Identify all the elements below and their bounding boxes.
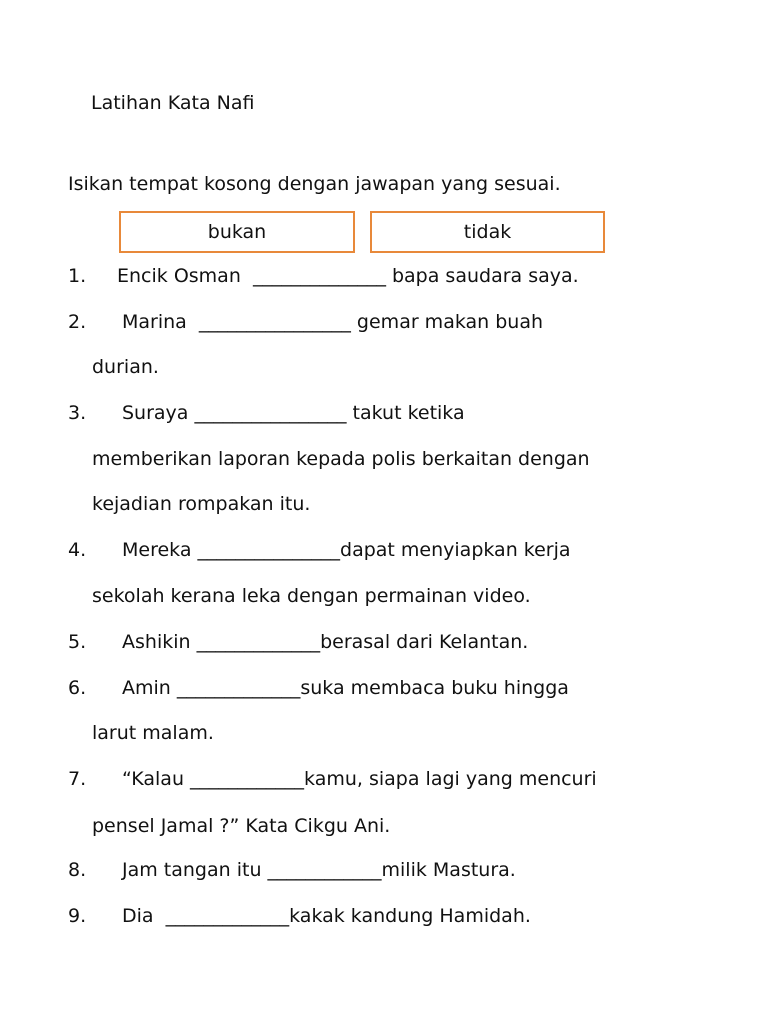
question-text: Amin _____________suka membaca buku hingga xyxy=(122,677,569,699)
question-text: Mereka _______________dapat menyiapkan kerja xyxy=(122,539,571,561)
question-text-continued: sekolah kerana leka dengan permainan video. xyxy=(92,585,531,607)
question-text: Ashikin _____________berasal dari Kelantan. xyxy=(122,631,529,653)
question-text: Dia _____________kakak kandung Hamidah. xyxy=(122,905,531,927)
question-number: 1. xyxy=(68,265,87,287)
question-text: “Kalau ____________kamu, siapa lagi yang mencuri xyxy=(122,768,597,790)
question-number: 3. xyxy=(68,402,87,424)
question-number: 5. xyxy=(68,631,87,653)
question-text: Jam tangan itu ____________milik Mastura. xyxy=(122,859,516,881)
question-number: 8. xyxy=(68,859,87,881)
question-text: Suraya ________________ takut ketika xyxy=(122,402,465,424)
question-text: Marina ________________ gemar makan buah xyxy=(122,311,544,333)
question-text-continued: kejadian rompakan itu. xyxy=(92,493,311,515)
question-text-continued: pensel Jamal ?” Kata Cikgu Ani. xyxy=(92,815,391,837)
question-text: Encik Osman ______________ bapa saudara saya. xyxy=(117,265,579,287)
word-bank-word: bukan xyxy=(207,221,267,243)
question-number: 7. xyxy=(68,768,87,790)
question-number: 4. xyxy=(68,539,87,561)
question-text-continued: durian. xyxy=(92,356,159,378)
page-title: Latihan Kata Nafi xyxy=(91,92,255,114)
question-number: 2. xyxy=(68,311,87,333)
question-number: 9. xyxy=(68,905,87,927)
question-text-continued: memberikan laporan kepada polis berkaitan dengan xyxy=(92,448,590,470)
word-bank-box-1 xyxy=(119,211,355,253)
instruction-text: Isikan tempat kosong dengan jawapan yang sesuai. xyxy=(68,173,561,195)
question-text-continued: larut malam. xyxy=(92,722,214,744)
question-number: 6. xyxy=(68,677,87,699)
word-bank-word: tidak xyxy=(463,221,512,243)
word-bank-box-2 xyxy=(370,211,605,253)
